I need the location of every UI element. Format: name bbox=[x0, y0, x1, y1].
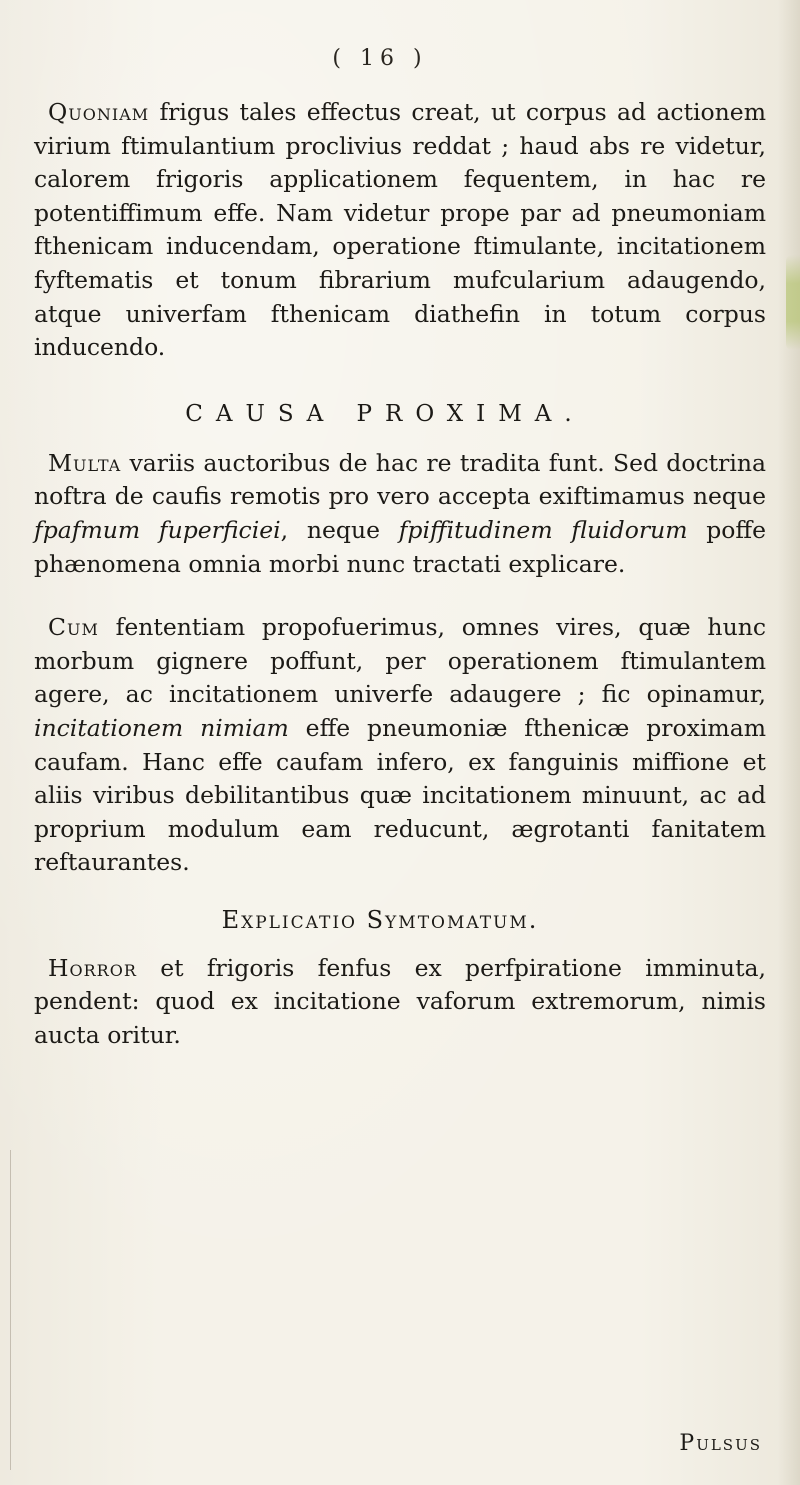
paragraph-cum bbox=[34, 611, 766, 880]
paragraph-lead-word: Quoniam bbox=[48, 98, 150, 126]
paragraph-body: , neque bbox=[280, 515, 399, 544]
paragraph-multa bbox=[34, 447, 766, 581]
page-edge-shadow bbox=[778, 0, 800, 1485]
italic-term: fpiffitudinem fluidorum bbox=[398, 515, 688, 544]
paragraph-body: fententiam propofuerimus, omnes vires, quæ hunc morbum gignere poffunt, per operationem ftimulantem agere, ac incitationem univerfe adaugere ; fic opinamur, bbox=[34, 613, 766, 709]
catchword: Pulsus bbox=[679, 1431, 762, 1456]
paragraph-body: et frigoris fenfus ex perfpiratione imminuta, pendent: quod ex incitatione vaforum extremorum, nimis aucta oritur. bbox=[34, 953, 766, 1050]
paragraph-horror bbox=[34, 952, 766, 1053]
section-heading-explicatio: Explicatio Symtomatum. bbox=[221, 905, 539, 934]
paragraph-quoniam bbox=[34, 96, 766, 365]
paragraph-body: variis auctoribus de hac re tradita funt. Sed doctrina noftra de caufis remotis pro vero accepta exiftimamus neque bbox=[34, 448, 766, 511]
main-text bbox=[34, 96, 766, 1053]
paragraph-lead-word: Multa bbox=[48, 448, 122, 477]
italic-term: fpafmum fuperficiei bbox=[34, 515, 281, 544]
paragraph-gap bbox=[34, 581, 766, 611]
paragraph-body: effe pneumoniæ fthenicæ proximam caufam. Hanc effe caufam infero, ex fanguinis miffione et aliis viribus debilitantibus quæ incitationem minuunt, ac ad proprium modulum eam reducunt, ægrotanti fanitatem reftaurantes. bbox=[34, 713, 767, 877]
page-number: ( 16 ) bbox=[332, 46, 428, 71]
page-margin-mark bbox=[10, 1150, 11, 1470]
section-heading-causa-proxima: CAUSA PROXIMA. bbox=[185, 400, 585, 427]
paragraph-body: poffe phænomena omnia morbi nunc tractati explicare. bbox=[34, 515, 767, 578]
italic-term: incitationem nimiam bbox=[34, 713, 289, 742]
paragraph-lead-word: Horror bbox=[48, 953, 137, 982]
paragraph-body: frigus tales effectus creat, ut corpus ad actionem virium ftimulantium proclivius reddat ; haud abs re videtur, calorem frigoris applicationem fequentem, in hac re potentiffimum effe. Nam videtur prope par ad pneumoniam fthenicam inducendam, operatione ftimulante, incitationem fyftematis et tonum fibrarium mufcularium adaugendo, atque univerfam fthenicam diathefin in totum corpus inducendo. bbox=[34, 98, 766, 362]
paragraph-lead-word: Cum bbox=[48, 613, 99, 642]
page-stain bbox=[786, 255, 800, 350]
